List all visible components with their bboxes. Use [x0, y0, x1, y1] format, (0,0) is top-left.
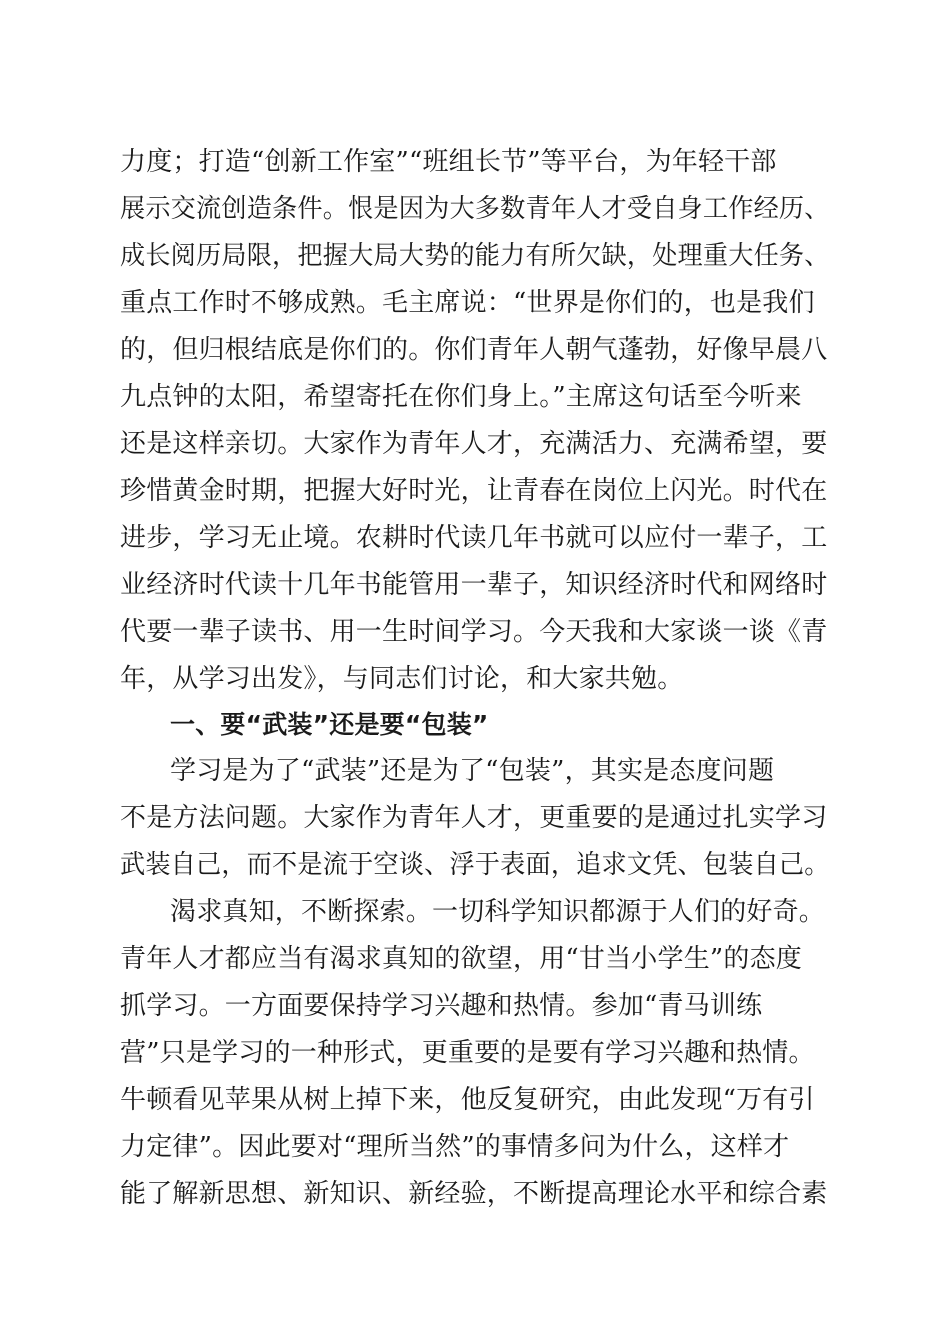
text-line: 年，从学习出发》，与同志们讨论，和大家共勉。 — [120, 664, 684, 694]
text-line: 还是这样亲切。大家作为青年人才，充满活力、充满希望，要 — [120, 429, 828, 459]
text-line: 业经济时代读十几年书能管用一辈子，知识经济时代和网络时 — [120, 570, 828, 600]
paragraph-first-line: 渴求真知，不断探索。一切科学知识都源于人们的好奇。 — [170, 897, 826, 927]
paragraph-first-line: 学习是为了“武装”还是为了“包装”，其实是态度问题 — [170, 756, 775, 786]
text-line: 牛顿看见苹果从树上掉下来，他反复研究，由此发现“万有引 — [120, 1085, 815, 1115]
text-line: 重点工作时不够成熟。毛主席说：“世界是你们的，也是我们 — [120, 288, 815, 318]
text-line: 的，但归根结底是你们的。你们青年人朝气蓬勃，好像早晨八 — [120, 335, 828, 365]
text-line: 抓学习。一方面要保持学习兴趣和热情。参加“青马训练 — [120, 991, 763, 1021]
text-line: 代要一辈子读书、用一生时间学习。今天我和大家谈一谈《青 — [120, 617, 828, 647]
text-line: 营”只是学习的一种形式，更重要的是要有学习兴趣和热情。 — [120, 1038, 815, 1068]
text-line: 武装自己，而不是流于空谈、浮于表面，追求文凭、包装自己。 — [120, 850, 830, 880]
text-line: 九点钟的太阳，希望寄托在你们身上。”主席这句话至今听来 — [120, 382, 802, 412]
text-line: 成长阅历局限，把握大局大势的能力有所欠缺，处理重大任务、 — [120, 241, 830, 271]
text-line: 青年人才都应当有渴求真知的欲望，用“甘当小学生”的态度 — [120, 944, 802, 974]
text-line: 力定律”。因此要对“理所当然”的事情多问为什么，这样才 — [120, 1132, 790, 1162]
text-line: 能了解新思想、新知识、新经验，不断提高理论水平和综合素 — [120, 1179, 828, 1209]
text-line: 珍惜黄金时期，把握大好时光，让青春在岗位上闪光。时代在 — [120, 476, 828, 506]
text-line: 不是方法问题。大家作为青年人才，更重要的是通过扎实学习 — [120, 803, 828, 833]
section-heading: 一、要“武装”还是要“包装” — [170, 710, 489, 739]
text-line: 进步，学习无止境。农耕时代读几年书就可以应付一辈子，工 — [120, 523, 828, 553]
text-line: 力度；打造“创新工作室”“班组长节”等平台，为年轻干部 — [120, 147, 777, 177]
text-line: 展示交流创造条件。恨是因为大多数青年人才受自身工作经历、 — [120, 194, 830, 224]
